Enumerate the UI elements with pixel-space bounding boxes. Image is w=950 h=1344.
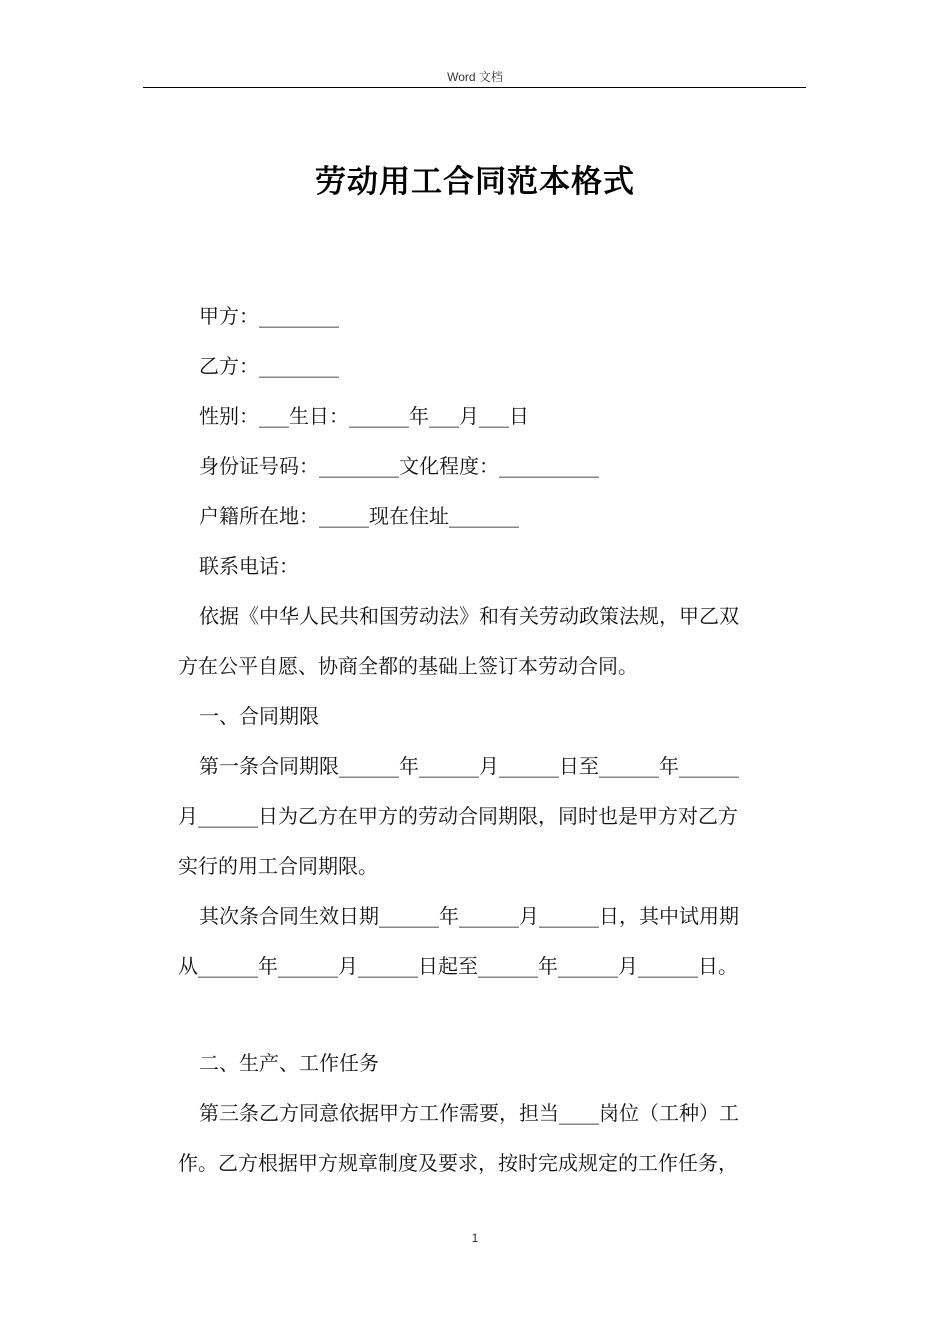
article-3-line-1: 第三条乙方同意依据甲方工作需要，担当____岗位（工种）工 (199, 1101, 739, 1125)
article-2-line-1: 其次条合同生效日期______年______月______日，其中试用期 (199, 904, 739, 928)
page-number: 1 (471, 1231, 479, 1245)
party-a-line: 甲方：________ (199, 304, 339, 328)
page-header-label: Word 文档 (447, 70, 503, 84)
preamble-line-2: 方在公平自愿、协商全都的基础上签订本劳动合同。 (178, 654, 638, 678)
section-heading-tasks: 二、生产、工作任务 (199, 1051, 379, 1075)
header-divider (143, 87, 806, 88)
phone-line: 联系电话： (199, 554, 299, 578)
document-title: 劳动用工合同范本格式 (315, 164, 635, 200)
preamble-line-1: 依据《中华人民共和国劳动法》和有关劳动政策法规，甲乙双 (199, 604, 739, 628)
party-b-line: 乙方：________ (199, 354, 339, 378)
article-1-line-3: 实行的用工合同期限。 (178, 854, 378, 878)
article-2-line-2: 从______年______月______日起至______年______月______日。 (178, 954, 738, 978)
article-1-line-1: 第一条合同期限______年______月______日至______年______ (199, 754, 739, 778)
document-body (178, 291, 808, 1188)
id-education-line: 身份证号码：________文化程度：__________ (199, 454, 599, 478)
article-1-line-2: 月______日为乙方在甲方的劳动合同期限，同时也是甲方对乙方 (178, 804, 738, 828)
article-3-line-2: 作。乙方根据甲方规章制度及要求，按时完成规定的工作任务， (178, 1151, 738, 1175)
gender-birthday-line: 性别：___生日：______年___月___日 (199, 404, 529, 428)
residence-address-line: 户籍所在地：_____现在住址_______ (199, 504, 519, 528)
section-heading-term: 一、合同期限 (199, 704, 319, 728)
